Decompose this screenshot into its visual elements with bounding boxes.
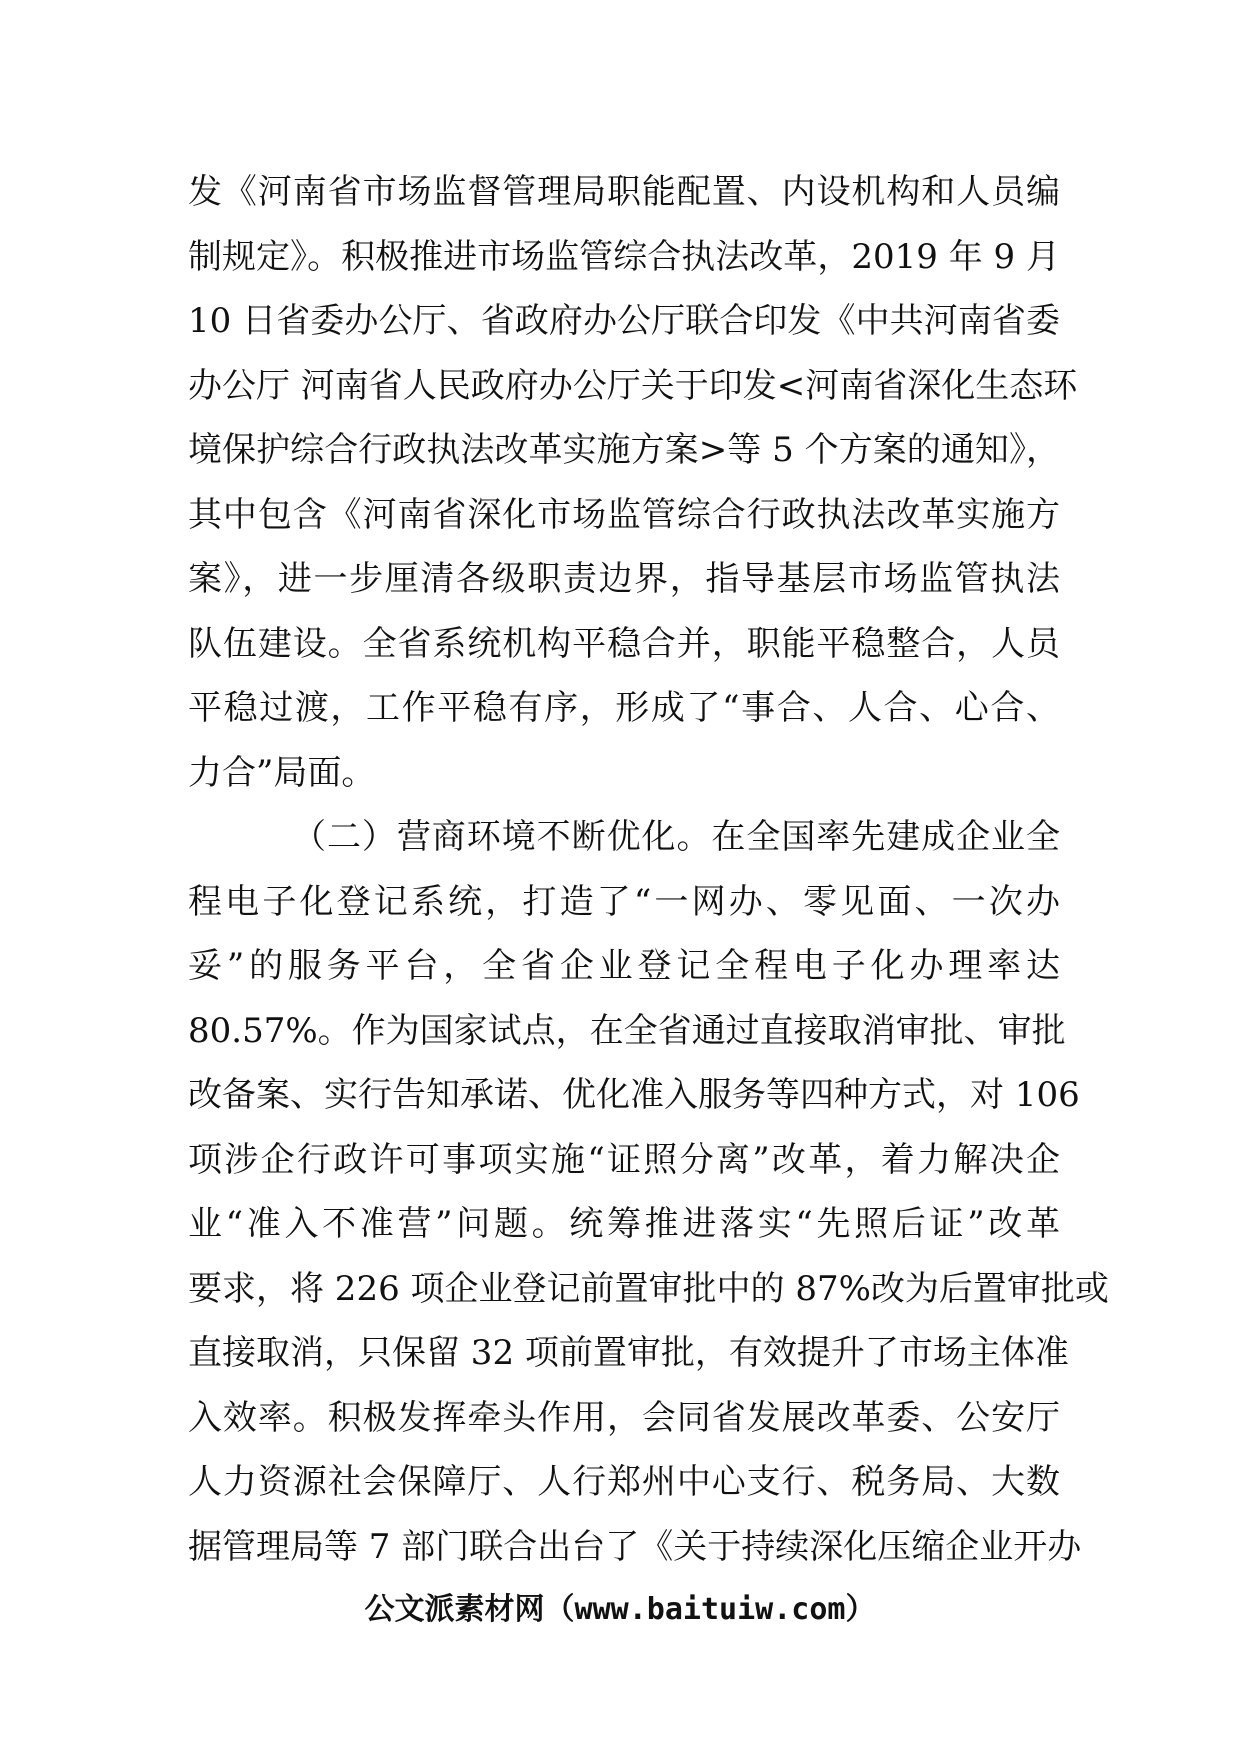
text-line: 业“准入不准营”问题。统筹推进落实“先照后证”改革: [188, 1204, 1060, 1244]
text-line: 80.57%。作为国家试点，在全省通过直接取消审批、审批: [188, 1010, 1066, 1051]
text-line: 案》，进一步厘清各级职责边界，指导基层市场监管执法: [188, 559, 1060, 599]
footer-watermark: 公文派素材网（www.baituiw.com）: [364, 1592, 876, 1627]
text-line: 境保护综合行政执法改革实施方案>等 5 个方案的通知》，: [188, 430, 1060, 470]
text-line: 发《河南省市场监督管理局职能配置、内设机构和人员编: [188, 172, 1060, 212]
text-line: 入效率。积极发挥牵头作用，会同省发展改革委、公安厅: [188, 1397, 1060, 1438]
text-line: 项涉企行政许可事项实施“证照分离”改革，着力解决企: [188, 1139, 1060, 1180]
text-line: 平稳过渡，工作平稳有序，形成了“事合、人合、心合、: [188, 688, 1060, 728]
text-line: 妥”的服务平台，全省企业登记全程电子化办理率达: [188, 946, 1060, 986]
text-line: 人力资源社会保障厅、人行郑州中心支行、税务局、大数: [188, 1462, 1060, 1502]
text-line: 改备案、实行告知承诺、优化准入服务等四种方式，对 106: [188, 1075, 1080, 1115]
text-line: 制规定》。积极推进市场监管综合执法改革，2019 年 9 月: [188, 236, 1060, 277]
text-line: 据管理局等 7 部门联合出台了《关于持续深化压缩企业开办: [188, 1526, 1082, 1567]
text-line: 其中包含《河南省深化市场监管综合行政执法改革实施方: [188, 494, 1060, 535]
section-heading-line: （二）营商环境不断优化。在全国率先建成企业全: [292, 817, 1060, 857]
text-line: 10 日省委办公厅、省政府办公厅联合印发《中共河南省委: [188, 301, 1060, 341]
text-line: 要求，将 226 项企业登记前置审批中的 87%改为后置审批或: [188, 1268, 1109, 1309]
text-line: 程电子化登记系统，打造了“一网办、零见面、一次办: [188, 881, 1060, 922]
text-line: 力合”局面。: [188, 752, 376, 793]
text-line: 直接取消，只保留 32 项前置审批，有效提升了市场主体准: [188, 1333, 1069, 1373]
body-text: [188, 160, 1109, 1579]
text-line: 队伍建设。全省系统机构平稳合并，职能平稳整合，人员: [188, 623, 1060, 664]
text-line: 办公厅 河南省人民政府办公厅关于印发<河南省深化生态环: [188, 365, 1078, 406]
